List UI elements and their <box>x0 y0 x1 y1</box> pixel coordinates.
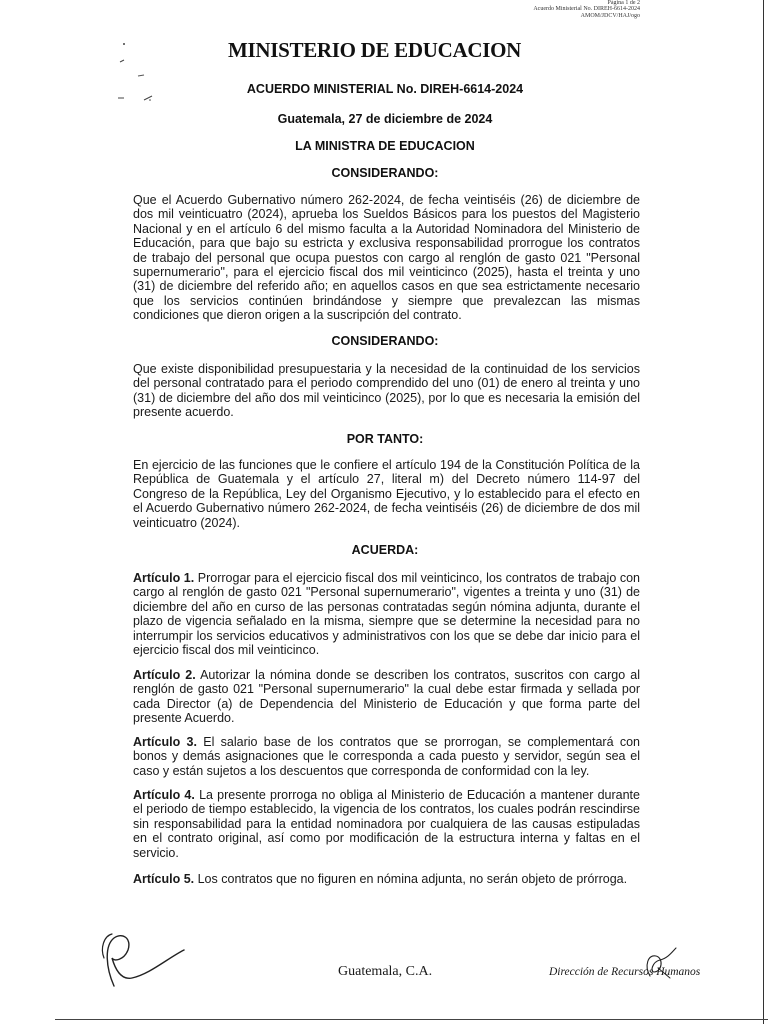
article-2-text: Autorizar la nómina donde se describen los contratos, suscritos con cargo al renglón de gasto 021 "Personal supernumerario" la cual debe estar firmada y sellada por cada Director (a) de Dependencia del Ministerio de Educación y que forma parte del presente Acuerdo. <box>133 668 640 726</box>
signature-mark <box>92 928 192 990</box>
footer-city: Guatemala, C.A. <box>338 964 433 979</box>
authority-title: LA MINISTRA DE EDUCACION <box>295 139 475 153</box>
place-date: Guatemala, 27 de diciembre de 2024 <box>277 112 493 126</box>
reference-number: Acuerdo Ministerial No. DIREH-6614-2024 <box>533 6 640 12</box>
article-2-title: Artículo 2. <box>133 668 196 682</box>
article-5-title: Artículo 5. <box>133 872 195 886</box>
por-tanto-text: En ejercicio de las funciones que le confiere el artículo 194 de la Constitución Política de la República de Guatemala y el artículo 27, literal m) del Decreto número 114-97 del Congreso de la República, Ley del Organismo Ejecutivo, y lo establecido para el efecto en el Acuerdo Gubernativo número 262-2024, de fecha veintiséis (26) de diciembre de dos mil veinticuatro (2024). <box>133 458 640 530</box>
agreement-number: ACUERDO MINISTERIAL No. DIREH-6614-2024 <box>246 82 524 96</box>
considerando-text-2: Que existe disponibilidad presupuestaria y la necesidad de la continuidad de los servicios del personal contratado para el periodo comprendido del uno (01) de enero al treinta y uno (31) de diciembre del año dos mil veinticinco (2025), por lo que es necesaria la emisión del presente acuerdo. <box>133 362 640 420</box>
article-2 <box>133 668 640 726</box>
ministry-title: MINISTERIO DE EDUCACION <box>228 38 521 62</box>
page-edge-line <box>763 0 764 1024</box>
article-3-title: Artículo 3. <box>133 735 197 749</box>
article-5 <box>133 872 640 886</box>
article-3-text: El salario base de los contratos que se prorrogan, se complementará con bonos y demás asignaciones que le corresponda a cada puesto y servidor, según sea el caso y están sujetos a los descuentos que corresponda de conformidad con la ley. <box>133 735 640 778</box>
article-1 <box>133 571 640 657</box>
reference-line <box>533 6 640 20</box>
scan-marks-decoration <box>110 40 170 110</box>
article-4-title: Artículo 4. <box>133 788 195 802</box>
footer-department: Dirección de Recursos Humanos <box>549 966 701 978</box>
article-5-text: Los contratos que no figuren en nómina adjunta, no serán objeto de prórroga. <box>197 872 628 886</box>
article-4 <box>133 788 640 860</box>
considerando-text-1: Que el Acuerdo Gubernativo número 262-2024, de fecha veintiséis (26) de diciembre de dos mil veinticuatro (2024), aprueba los Sueldos Básicos para los puestos del Magisterio Nacional y en el artículo 6 del mismo faculta a la Autoridad Nominadora del Ministerio de Educación, para que bajo su estricta y exclusiva responsabilidad prorrogue los contratos de trabajo del personal que ocupa puestos con cargo al renglón de gasto 021 "Personal supernumerario", para el ejercicio fiscal dos mil veinticinco (2025), hasta el treinta y uno (31) de diciembre del referido año; en aquellos casos en que sea estrictamente necesario que los servicios continúen brindándose y siempre que prevalezcan las mismas condiciones que dieron origen a la suscripción del contrato. <box>133 193 640 323</box>
por-tanto-heading: POR TANTO: <box>346 432 424 446</box>
page-number: Página 1 de 2 <box>607 0 640 6</box>
article-4-text: La presente prorroga no obliga al Ministerio de Educación a mantener durante el periodo de tiempo establecido, la vigencia de los contratos, los cuales podrán rescindirse sin responsabilidad para la entidad nominadora por cualquiera de las causas estipuladas en el contrato original, así como por modificación de la estructura interna y faltas en el servicio. <box>133 788 640 860</box>
initials-mark <box>640 946 680 982</box>
article-3 <box>133 735 640 778</box>
article-1-title: Artículo 1. <box>133 571 195 585</box>
considerando-heading-1: CONSIDERANDO: <box>331 166 439 180</box>
acuerda-heading: ACUERDA: <box>351 543 419 557</box>
considerando-heading-2: CONSIDERANDO: <box>331 334 439 348</box>
footer-rule <box>55 1019 768 1020</box>
article-1-text: Prorrogar para el ejercicio fiscal dos mil veinticinco, los contratos de trabajo con cargo al renglón de gasto 021 "Personal supernumerario", vigentes a treinta y uno (31) de diciembre del año en curso de las personas contratadas según nómina adjunta, durante el plazo de vigencia señalado en la misma, siempre que se determine la necesidad para no interrumpir los servicios educativos y administrativos con los que se debe dar inicio para el ejercicio fiscal dos mil veinticinco. <box>133 571 640 658</box>
reference-code: AMOM/JDCV/HAJ/ogo <box>580 13 640 19</box>
